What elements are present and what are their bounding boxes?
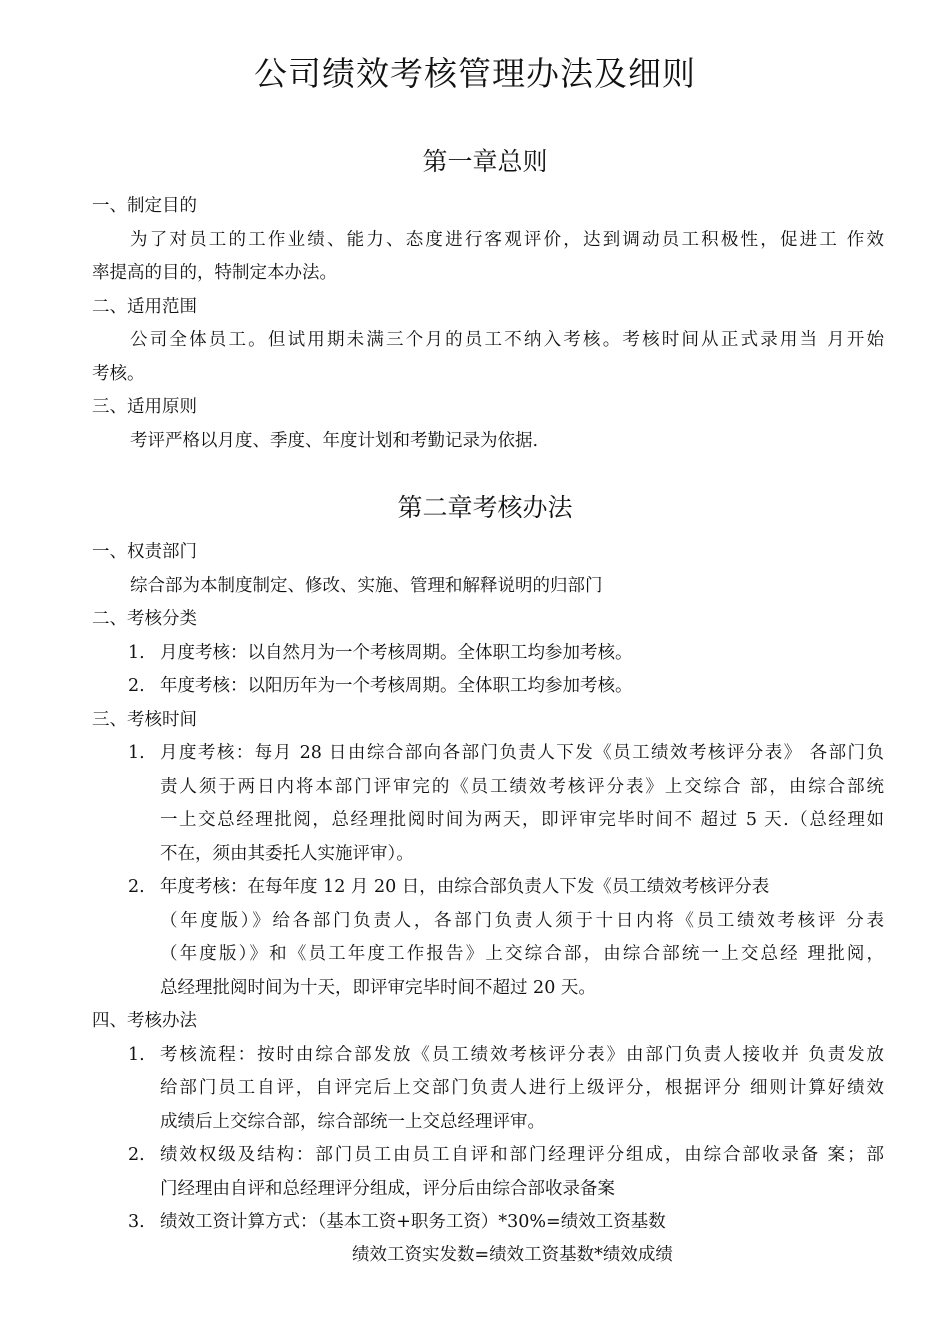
paragraph-line: 考评严格以月度、季度、年度计划和考勤记录为依据. [130, 431, 539, 451]
list-item-line: 总经理批阅时间为十天，即评审完毕时间不超过 20 天。 [160, 978, 596, 998]
list-item-line: 绩效权级及结构：部门员工由员工自评和部门经理评分组成，由综合部收录备 案；部 [160, 1145, 884, 1165]
section-heading-timing: 三、考核时间 [92, 710, 197, 730]
formula-line: 绩效工资实发数=绩效工资基数*绩效成绩 [352, 1245, 673, 1265]
list-item-line: 成绩后上交综合部，综合部统一上交总经理评审。 [160, 1112, 545, 1132]
section-heading-scope: 二、适用范围 [92, 297, 197, 317]
paragraph-line: 率提高的目的，特制定本办法。 [92, 263, 337, 283]
list-number: 2. [128, 877, 145, 897]
list-number: 1. [128, 1045, 145, 1065]
list-item-line: 给部门员工自评，自评完后上交部门负责人进行上级评分，根据评分 细则计算好绩效 [160, 1078, 884, 1098]
list-item-line: 月度考核：以自然月为一个考核周期。全体职工均参加考核。 [160, 643, 633, 663]
list-number: 1. [128, 743, 145, 763]
list-item-line: 不在，须由其委托人实施评审）。 [160, 844, 414, 864]
list-item-line: 责人须于两日内将本部门评审完的《员工绩效考核评分表》上交综合 部，由综合部统 [160, 777, 884, 797]
list-item-line: 门经理由自评和总经理评分组成，评分后由综合部收录备案 [160, 1179, 615, 1199]
chapter-1-heading: 第一章总则 [422, 147, 548, 176]
section-heading-methods: 四、考核办法 [92, 1011, 197, 1031]
list-number: 1. [128, 643, 145, 663]
list-item-line: 年度考核：在每年度 12 月 20 日，由综合部负责人下发《员工绩效考核评分表 [160, 877, 770, 897]
list-item-line: 年度考核：以阳历年为一个考核周期。全体职工均参加考核。 [160, 676, 633, 696]
section-heading-purpose: 一、制定目的 [92, 196, 197, 216]
list-item-line: （年度版）》和《员工年度工作报告》上交综合部，由综合部统一上交总经 理批阅， [160, 944, 884, 964]
paragraph-line: 为了对员工的工作业绩、能力、态度进行客观评价，达到调动员工积极性，促进工 作效 [130, 230, 884, 250]
paragraph-line: 考核。 [92, 364, 145, 384]
list-number: 2. [128, 676, 145, 696]
list-item-line: （年度版）》给各部门负责人，各部门负责人须于十日内将《员工绩效考核评 分表 [160, 911, 884, 931]
list-number: 3. [128, 1212, 145, 1232]
section-heading-principle: 三、适用原则 [92, 397, 197, 417]
section-heading-department: 一、权责部门 [92, 542, 197, 562]
list-number: 2. [128, 1145, 145, 1165]
list-item-line: 月度考核：每月 28 日由综合部向各部门负责人下发《员工绩效考核评分表》 各部门负 [160, 743, 884, 763]
list-item-line: 绩效工资计算方式：（基本工资+职务工资）*30%=绩效工资基数 [160, 1212, 666, 1232]
paragraph-line: 综合部为本制度制定、修改、实施、管理和解释说明的归部门 [130, 576, 603, 596]
document-title: 公司绩效考核管理办法及细则 [254, 54, 696, 93]
section-heading-categories: 二、考核分类 [92, 609, 197, 629]
chapter-2-heading: 第二章考核办法 [397, 493, 573, 522]
list-item-line: 一上交总经理批阅，总经理批阅时间为两天，即评审完毕时间不 超过 5 天.（总经理如 [160, 810, 884, 830]
list-item-line: 考核流程：按时由综合部发放《员工绩效考核评分表》由部门负责人接收并 负责发放 [160, 1045, 884, 1065]
paragraph-line: 公司全体员工。但试用期未满三个月的员工不纳入考核。考核时间从正式录用当 月开始 [130, 330, 884, 350]
